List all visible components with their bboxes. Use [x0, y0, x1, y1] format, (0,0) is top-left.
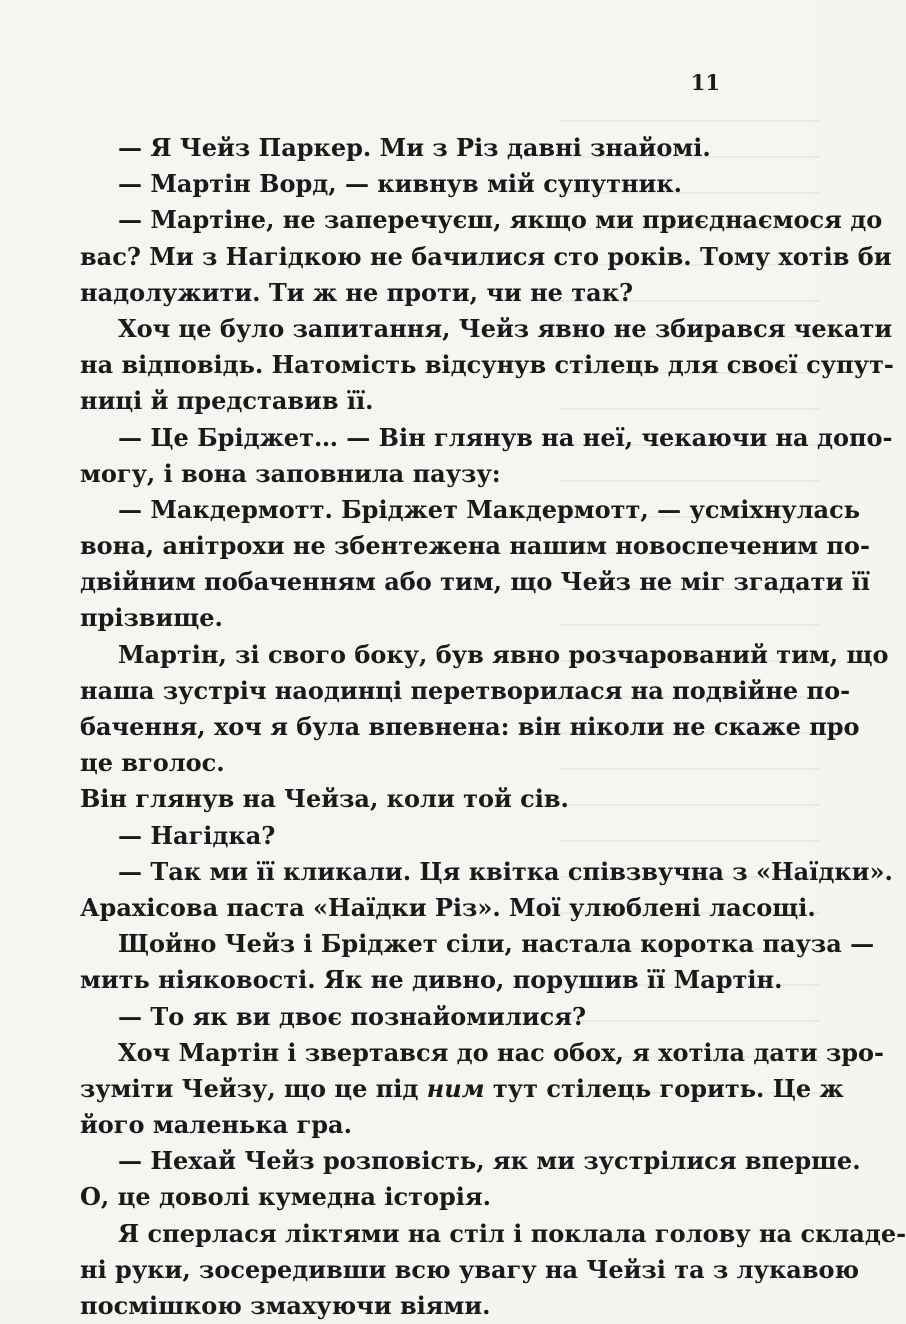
- page-number: 11: [690, 70, 720, 95]
- text-line: надолужити. Ти ж не проти, чи не так?: [80, 277, 634, 307]
- text-line: Щойно Чейз і Бріджет сіли, настала коротка пауза —: [118, 929, 875, 959]
- text-line: бачення, хоч я була впевнена: він ніколи не скаже про: [80, 712, 860, 741]
- text-line: — Нагідка?: [118, 820, 276, 850]
- text-line: мить ніяковості. Як не дивно, порушив її Мартін.: [80, 965, 783, 995]
- emphasis-word: ним: [426, 1073, 485, 1103]
- text-line: на відповідь. Натомість відсунув стілець для своєї супут-: [80, 350, 894, 380]
- text-line: — Це Бріджет… — Він глянув на неї, чекаючи на допо-: [118, 422, 893, 452]
- text-line: Арахісова паста «Наїдки Різ». Мої улюблені ласощі.: [80, 892, 816, 922]
- text-line: — Мартіне, не заперечуєш, якщо ми приєднаємося до: [118, 205, 883, 235]
- text-line: — Я Чейз Паркер. Ми з Різ давні знайомі.: [118, 133, 711, 162]
- text-line: вона, анітрохи не збентежена нашим новоспеченим по-: [80, 531, 870, 561]
- text-line: ниці й представив її.: [80, 386, 374, 416]
- text-line: — Макдермотт. Бріджет Макдермотт, — усміхнулась: [118, 494, 861, 524]
- text-line: Мартін, зі свого боку, був явно розчарований тим, що: [118, 639, 889, 669]
- text-line: О, це доволі кумедна історія.: [80, 1182, 491, 1212]
- text-fragment: тут стілець горить. Це ж: [492, 1073, 844, 1103]
- text-line: — То як ви двоє познайомилися?: [118, 1001, 587, 1031]
- text-line: — Так ми її кликали. Ця квітка співзвучна з «Наїдки».: [118, 856, 893, 886]
- text-line: Він глянув на Чейза, коли той сів.: [80, 784, 569, 814]
- text-line: вас? Ми з Нагідкою не бачилися сто років. Тому хотів би: [80, 241, 892, 271]
- text-line: — Нехай Чейз розповість, як ми зустрілися вперше.: [118, 1146, 861, 1176]
- text-line: це вголос.: [80, 748, 225, 778]
- text-line-with-emphasis: [80, 1071, 844, 1107]
- text-line: Хоч це було запитання, Чейз явно не збирався чекати: [118, 313, 893, 343]
- text-fragment: зуміти Чейзу, що це під: [80, 1073, 419, 1103]
- text-line: — Мартін Ворд, — кивнув мій супутник.: [118, 169, 683, 199]
- text-line: Я сперлася ліктями на стіл і поклала голову на складе-: [118, 1218, 906, 1248]
- text-line: могу, і вона заповнила паузу:: [80, 458, 501, 488]
- page-text: [80, 130, 906, 1324]
- text-line: його маленька гра.: [80, 1110, 352, 1140]
- text-line: посмішкою змахуючи віями.: [80, 1291, 491, 1320]
- text-line: наша зустріч наодинці перетворилася на подвійне по-: [80, 675, 851, 705]
- text-line: ні руки, зосередивши всю увагу на Чейзі та з лукавою: [80, 1254, 860, 1284]
- text-line: Хоч Мартін і звертався до нас обох, я хотіла дати зро-: [118, 1037, 885, 1067]
- text-line: прізвище.: [80, 603, 223, 633]
- text-line: двійним побаченням або тим, що Чейз не міг згадати її: [80, 567, 870, 597]
